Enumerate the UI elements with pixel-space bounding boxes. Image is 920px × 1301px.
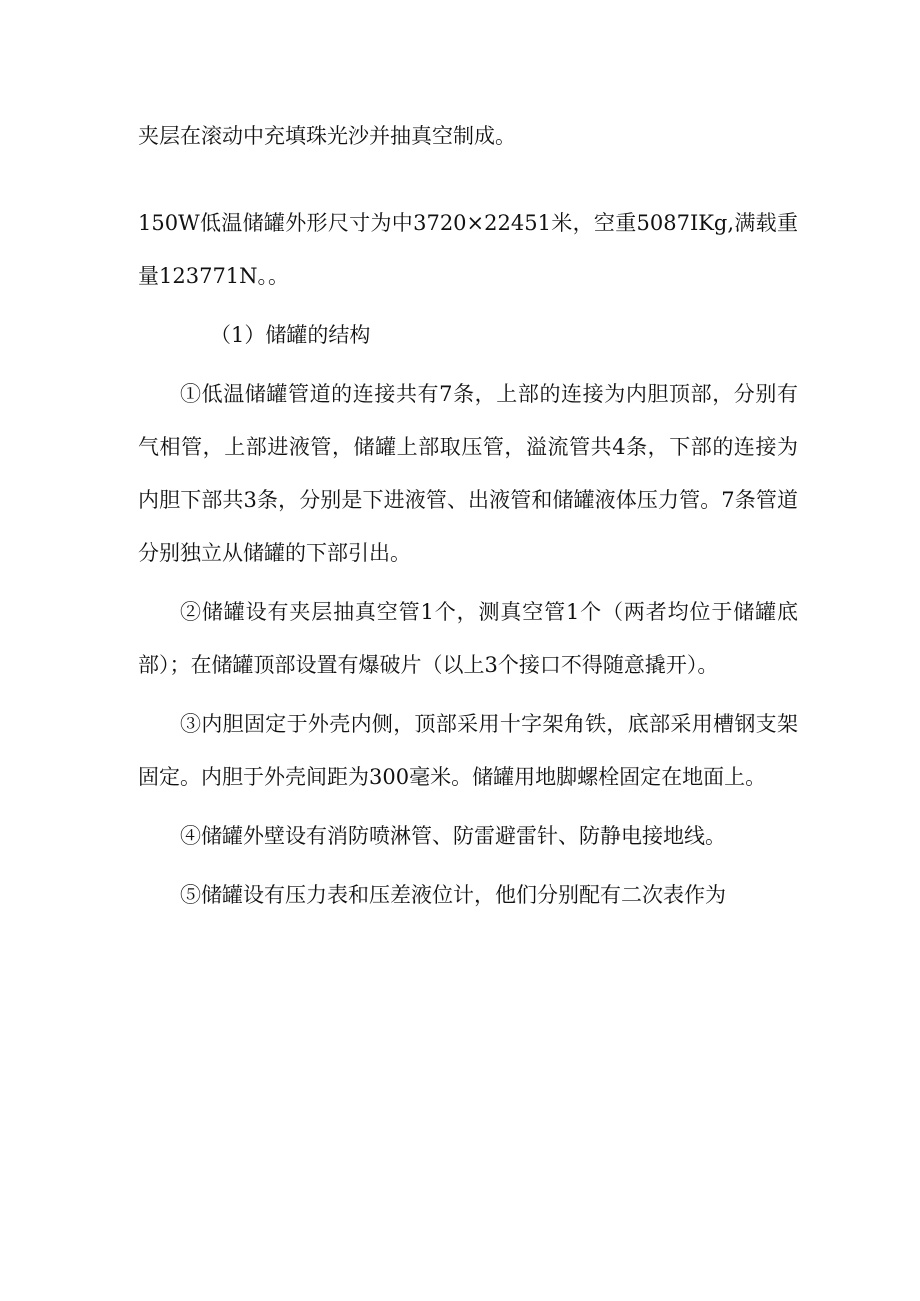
paragraph-interlayer: 夹层在滚动中充填珠光沙并抽真空制成。 [138, 124, 516, 148]
paragraph-item-2: ②储罐设有夹层抽真空管1个，测真空管1个（两者均位于储罐底部）；在储罐顶部设置有爆破片（以上3个接口不得随意撬开）。 [138, 600, 798, 677]
document-body [138, 110, 798, 922]
paragraph-item-3: ③内胆固定于外壳内侧，顶部采用十字架角铁，底部采用槽钢支架固定。内胆于外壳间距为300毫米。储罐用地脚螺栓固定在地面上。 [138, 712, 798, 789]
section-heading-tank-structure: （1）储罐的结构 [210, 323, 371, 347]
paragraph-item-4: ④储罐外壁设有消防喷淋管、防雷避雷针、防静电接地线。 [180, 824, 726, 848]
paragraph-tank-dimensions: 150W低温储罐外形尺寸为中3720×22451米，空重5087IKg,满载重量123771N。。 [138, 211, 798, 288]
paragraph-item-1: ①低温储罐管道的连接共有7条，上部的连接为内胆顶部，分别有气相管，上部进液管，储罐上部取压管，溢流管共4条，下部的连接为内胆下部共3条，分别是下进液管、出液管和储罐液体压力管。7条管道分别独立从储罐的下部引出。 [138, 382, 798, 565]
paragraph-item-5: ⑤储罐设有压力表和压差液位计，他们分别配有二次表作为 [180, 883, 726, 907]
